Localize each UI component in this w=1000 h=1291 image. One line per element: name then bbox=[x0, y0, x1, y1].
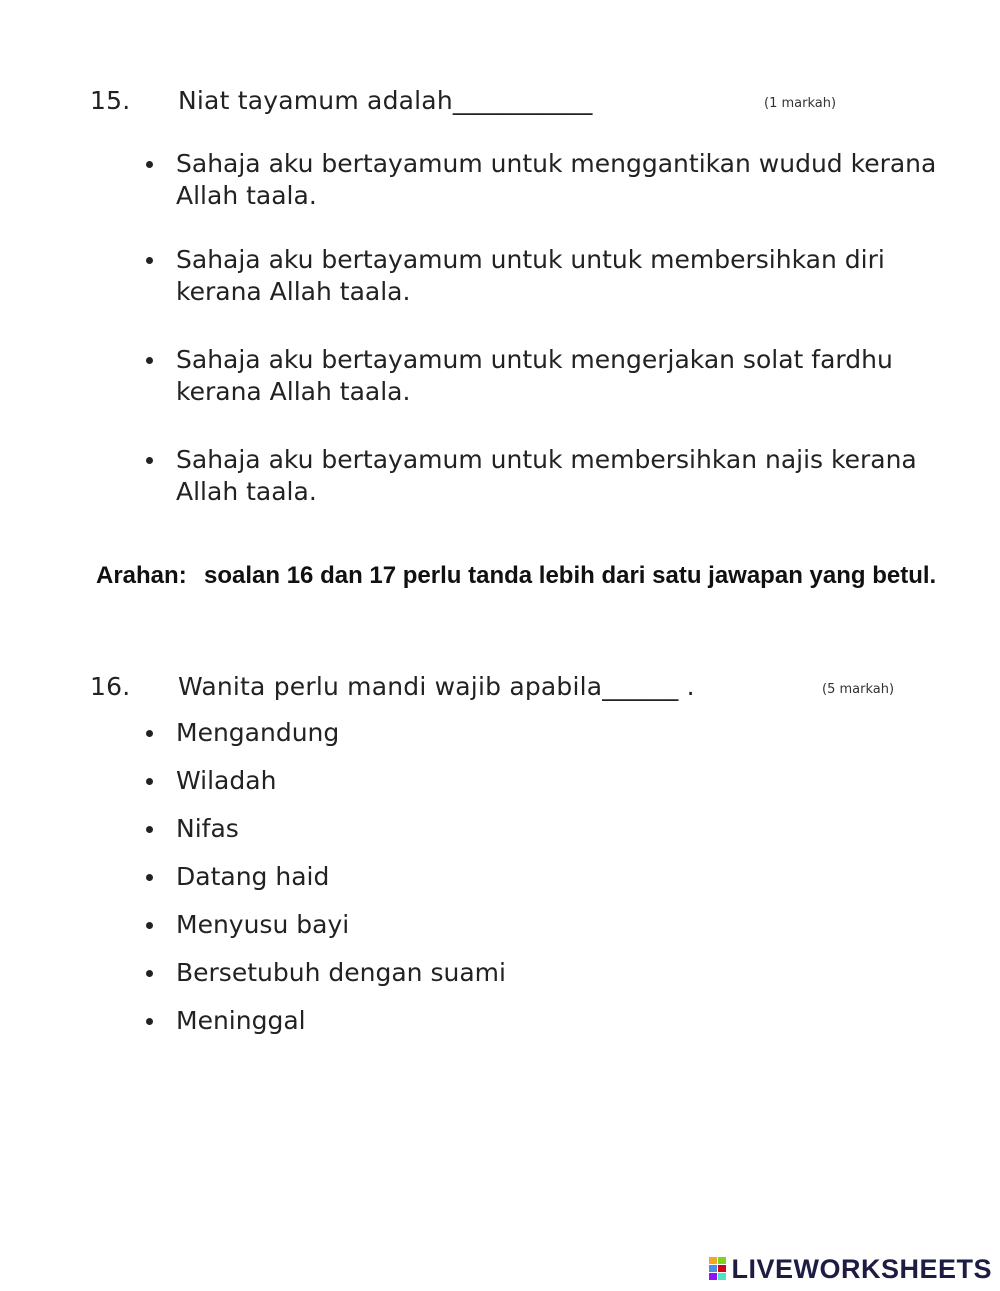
option-text: Sahaja aku bertayamum untuk mengerjakan solat fardhu kerana Allah taala. bbox=[176, 345, 893, 406]
question-15-text: Niat tayamum adalah___________ bbox=[178, 86, 593, 115]
question-16-marks: (5 markah) bbox=[822, 682, 895, 697]
option-text: Bersetubuh dengan suami bbox=[176, 958, 506, 987]
liveworksheets-logo-icon bbox=[709, 1257, 727, 1281]
option-text: Nifas bbox=[176, 814, 239, 843]
option-text: Sahaja aku bertayamum untuk membersihkan najis kerana Allah taala. bbox=[176, 445, 917, 506]
question-16-text: Wanita perlu mandi wajib apabila______ . bbox=[178, 672, 695, 701]
bullet-icon bbox=[146, 357, 153, 364]
question-16-number: 16. bbox=[90, 672, 131, 701]
bullet-icon bbox=[146, 730, 153, 737]
instruction-label: Arahan: bbox=[96, 562, 187, 589]
option-text: Datang haid bbox=[176, 862, 330, 891]
bullet-icon bbox=[146, 970, 153, 977]
brand-name: LIVEWORKSHEETS bbox=[731, 1253, 992, 1284]
instruction-text: soalan 16 dan 17 perlu tanda lebih dari satu jawapan yang betul. bbox=[204, 562, 937, 589]
bullet-icon bbox=[146, 161, 153, 168]
question-15-number: 15. bbox=[90, 86, 131, 115]
bullet-icon bbox=[146, 1018, 153, 1025]
option-text: Meninggal bbox=[176, 1006, 306, 1035]
bullet-icon bbox=[146, 874, 153, 881]
option-text: Sahaja aku bertayamum untuk menggantikan wudud kerana Allah taala. bbox=[176, 149, 937, 210]
option-text: Menyusu bayi bbox=[176, 910, 350, 939]
bullet-icon bbox=[146, 922, 153, 929]
bullet-icon bbox=[146, 257, 153, 264]
option-text: Sahaja aku bertayamum untuk untuk membersihkan diri kerana Allah taala. bbox=[176, 245, 885, 306]
question-15-marks: (1 markah) bbox=[764, 96, 837, 111]
bullet-icon bbox=[146, 826, 153, 833]
bullet-icon bbox=[146, 778, 153, 785]
bullet-icon bbox=[146, 457, 153, 464]
option-text: Mengandung bbox=[176, 718, 340, 747]
liveworksheets-brand bbox=[709, 1253, 992, 1285]
option-text: Wiladah bbox=[176, 766, 277, 795]
